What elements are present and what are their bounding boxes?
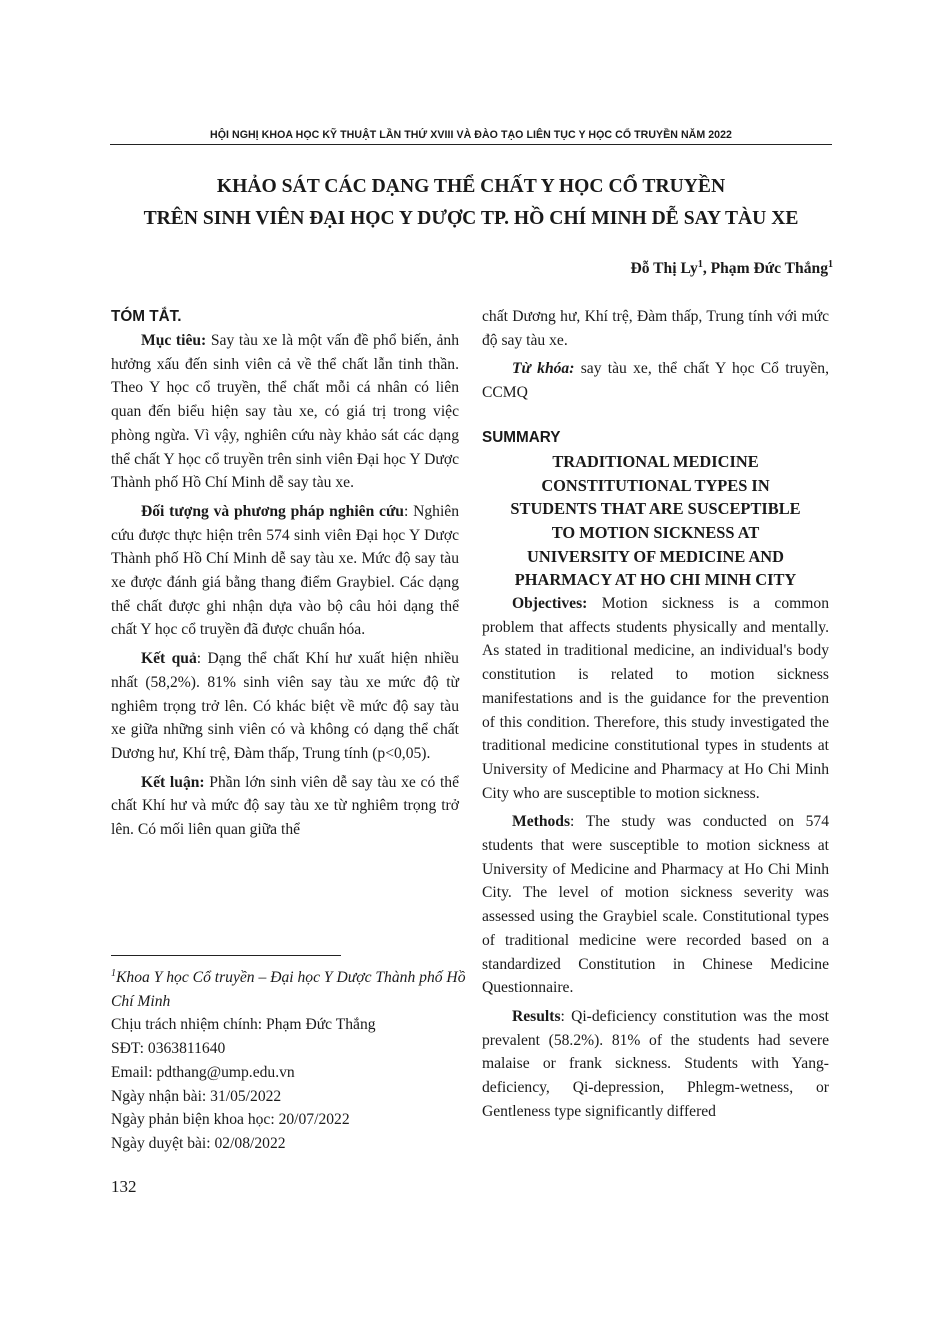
title-en-line-5: UNIVERSITY OF MEDICINE AND	[527, 546, 784, 566]
left-column	[111, 307, 459, 842]
abstract-objective-paragraph	[111, 329, 459, 495]
conclusion-vi-text: Phần lớn sinh viên dễ say tàu xe có thể chất Khí hư và mức độ say tàu xe từ nghiêm trọng trở lên. Có mối liên quan giữa thể	[111, 773, 459, 839]
title-en-line-4: TO MOTION SICKNESS AT	[551, 522, 760, 542]
affiliation-mark: 1	[111, 968, 116, 979]
keywords-label: Từ khóa:	[512, 360, 575, 378]
footnote-received-date: Ngày nhận bài: 31/05/2022	[111, 1087, 282, 1105]
author-1-affiliation-mark: 1	[697, 259, 703, 270]
author-2-affiliation-mark: 1	[828, 259, 833, 270]
conclusion-vi-continued: chất Dương hư, Khí trệ, Đàm thấp, Trung tính với mức độ say tàu xe.	[482, 308, 829, 349]
footnote-accepted-date: Ngày duyệt bài: 02/08/2022	[111, 1134, 286, 1152]
keywords-paragraph	[482, 357, 829, 404]
title-vi-line-2: TRÊN SINH VIÊN ĐẠI HỌC Y DƯỢC TP. HỒ CHÍ MINH DỄ SAY TÀU XE	[143, 208, 799, 229]
right-column	[482, 305, 829, 1124]
abstract-methods-paragraph	[111, 500, 459, 642]
authors	[630, 258, 833, 280]
abstract-vi-heading: TÓM TẮT.	[111, 308, 182, 325]
running-header: HỘI NGHỊ KHOA HỌC KỸ THUẬT LẦN THỨ XVIII VÀ ĐÀO TẠO LIÊN TỤC Y HỌC CỔ TRUYỀN NĂM 2022	[210, 129, 732, 141]
footnote-responsible: Chịu trách nhiệm chính: Phạm Đức Thắng	[111, 1016, 376, 1034]
title-en-line-6: PHARMACY AT HO CHI MINH CITY	[514, 570, 797, 590]
objective-label: Mục tiêu:	[141, 332, 207, 349]
header-rule	[110, 144, 832, 145]
objectives-label: Objectives:	[512, 595, 588, 613]
footnote-review-date: Ngày phản biện khoa học: 20/07/2022	[111, 1111, 350, 1129]
objectives-text: Motion sickness is a common problem that affects students physically and mentally. As stated in traditional medicine, an individual's body constitution is related to motion sickness manifestations and is the guidance for the prevention of this condition. Therefore, this study investigated the traditional medicine constitutional types in students at University of Medicine and Pharmacy at Ho Chi Minh City who are susceptible to motion sickness.	[482, 595, 829, 802]
title-vi-line-1: KHẢO SÁT CÁC DẠNG THỂ CHẤT Y HỌC CỔ TRUYỀN	[216, 176, 726, 197]
keywords-text: say tàu xe, thể chất Y học Cổ truyền, CCMQ	[482, 360, 829, 402]
page-number: 132	[111, 1177, 137, 1196]
footnote-affiliation	[111, 966, 471, 1013]
author-1: Đỗ Thị Ly	[630, 260, 698, 277]
results-text: : Qi-deficiency constitution was the most prevalent (58.2%). 81% of the students had severe malaise or frank sickness. Students with Yang-deficiency, Qi-depression, Phlegm-wetness, or Gentleness type significantly differed	[482, 1007, 829, 1120]
author-separator: ,	[702, 260, 711, 277]
footnotes	[111, 966, 471, 1156]
summary-results-paragraph	[482, 1005, 829, 1124]
results-label: Results	[512, 1007, 561, 1025]
methods-label: Methods	[512, 813, 571, 831]
summary-methods-paragraph	[482, 810, 829, 1000]
footnote-email: Email: pdthang@ump.edu.vn	[111, 1063, 295, 1081]
title-en-line-2: CONSTITUTIONAL TYPES IN	[541, 475, 770, 495]
title-en-line-3: STUDENTS THAT ARE SUSCEPTIBLE	[510, 499, 801, 519]
author-2: Phạm Đức Thắng	[710, 260, 828, 277]
summary-heading: SUMMARY	[482, 428, 561, 446]
footnote-phone: SĐT: 0363811640	[111, 1040, 226, 1058]
title-en-line-1: TRADITIONAL MEDICINE	[552, 451, 759, 471]
results-vi-text: : Dạng thể chất Khí hư xuất hiện nhiều nhất (58,2%). 81% sinh viên say tàu xe mức độ từ nghiêm trọng trở lên. Có khác biệt về mức độ say tàu xe giữa những sinh viên có và không có dạng thể chất Dương hư, Khí trệ, Đàm thấp, Trung tính (p<0,05).	[111, 650, 459, 762]
objective-text: Say tàu xe là một vấn đề phổ biến, ảnh hưởng xấu đến sinh viên cả về thể chất lẫn tinh thần. Theo Y học cổ truyền, thể chất mỗi cá nhân có liên quan đến biểu hiện say tàu xe, có giá trị trong việc phòng ngừa. Vì vậy, nghiên cứu này khảo sát các dạng thể chất Y học cổ truyền trên sinh viên Đại học Y Dược Thành phố Hồ Chí Minh dễ say tàu xe.	[111, 332, 459, 492]
methods-text: : The study was conducted on 574 students that were susceptible to motion sickness at University of Medicine and Pharmacy at Ho Chi Minh City. The level of motion sickness severity was assessed using the Graybiel scale. Constitutional types of traditional medicine were recorded based on a standardized Constitution in Chinese Medicine Questionnaire.	[482, 813, 829, 997]
affiliation-text: Khoa Y học Cổ truyền – Đại học Y Dược Thành phố Hồ Chí Minh	[111, 969, 466, 1010]
abstract-results-paragraph	[111, 647, 459, 766]
conclusion-vi-label: Kết luận:	[141, 773, 205, 791]
footnote-rule	[111, 955, 341, 956]
abstract-conclusion-paragraph	[111, 771, 459, 842]
methods-vi-text: : Nghiên cứu được thực hiện trên 574 sinh viên Đại học Y Dược Thành phố Hồ Chí Minh dễ say tàu xe. Mức độ say tàu xe được đánh giá bằng thang điểm Graybiel. Các dạng thể chất được ghi nhận dựa vào bộ câu hỏi dạng thể chất Y học cổ truyền đã được chuẩn hóa.	[111, 502, 460, 639]
summary-objectives-paragraph	[482, 592, 829, 805]
methods-vi-label: Đối tượng và phương pháp nghiên cứu	[141, 502, 404, 520]
results-vi-label: Kết quả	[141, 650, 197, 668]
